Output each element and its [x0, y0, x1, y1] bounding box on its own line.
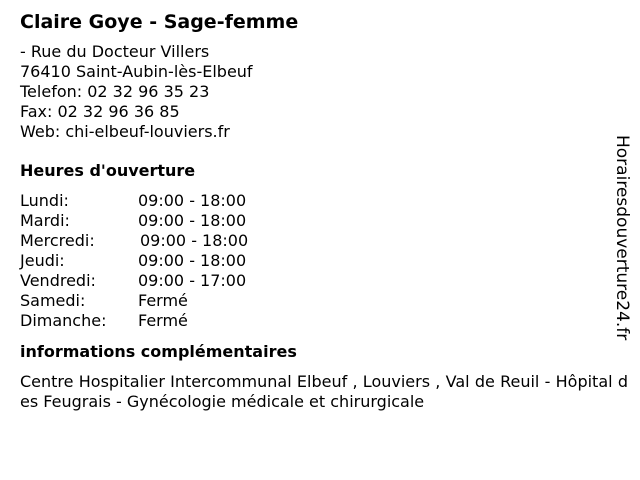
day-label: Mercredi:	[20, 231, 95, 250]
city-address: 76410 Saint-Aubin-lès-Elbeuf	[20, 62, 253, 81]
phone-number: Telefon: 02 32 96 35 23	[20, 82, 210, 101]
hours-table	[20, 191, 612, 331]
day-label: Samedi:	[20, 291, 86, 310]
info-text: Centre Hospitalier Intercommunal Elbeuf , Louviers , Val de Reuil - Hôpital des Feugrais - Gynécologie médicale et chirurgicale	[20, 372, 628, 411]
info-heading: informations complémentaires	[20, 342, 297, 361]
street-address: - Rue du Docteur Villers	[20, 42, 210, 61]
fax-number: Fax: 02 32 96 36 85	[20, 102, 180, 121]
website-link[interactable]: Web: chi-elbeuf-louviers.fr	[20, 122, 230, 141]
time-value: 09:00 - 18:00	[138, 191, 247, 210]
day-label: Vendredi:	[20, 271, 96, 290]
time-value: Fermé	[138, 291, 188, 310]
hours-row-wednesday	[20, 231, 612, 251]
hours-row-monday	[20, 191, 612, 211]
time-value: 09:00 - 18:00	[140, 231, 249, 250]
day-label: Lundi:	[20, 191, 69, 210]
day-label: Mardi:	[20, 211, 70, 230]
hours-row-friday	[20, 271, 612, 291]
day-label: Dimanche:	[20, 311, 107, 330]
hours-row-tuesday	[20, 211, 612, 231]
address-block	[20, 42, 612, 142]
hours-row-sunday	[20, 311, 612, 331]
time-value: Fermé	[138, 311, 188, 330]
hours-heading: Heures d'ouverture	[20, 161, 196, 180]
day-label: Jeudi:	[20, 251, 65, 270]
page-title: Claire Goye - Sage-femme	[20, 11, 299, 33]
time-value: 09:00 - 18:00	[138, 211, 247, 230]
time-value: 09:00 - 18:00	[138, 251, 247, 270]
site-watermark: Horairesdouverture24.fr	[612, 135, 632, 341]
hours-row-thursday	[20, 251, 612, 271]
time-value: 09:00 - 17:00	[138, 271, 247, 290]
hours-row-saturday	[20, 291, 612, 311]
